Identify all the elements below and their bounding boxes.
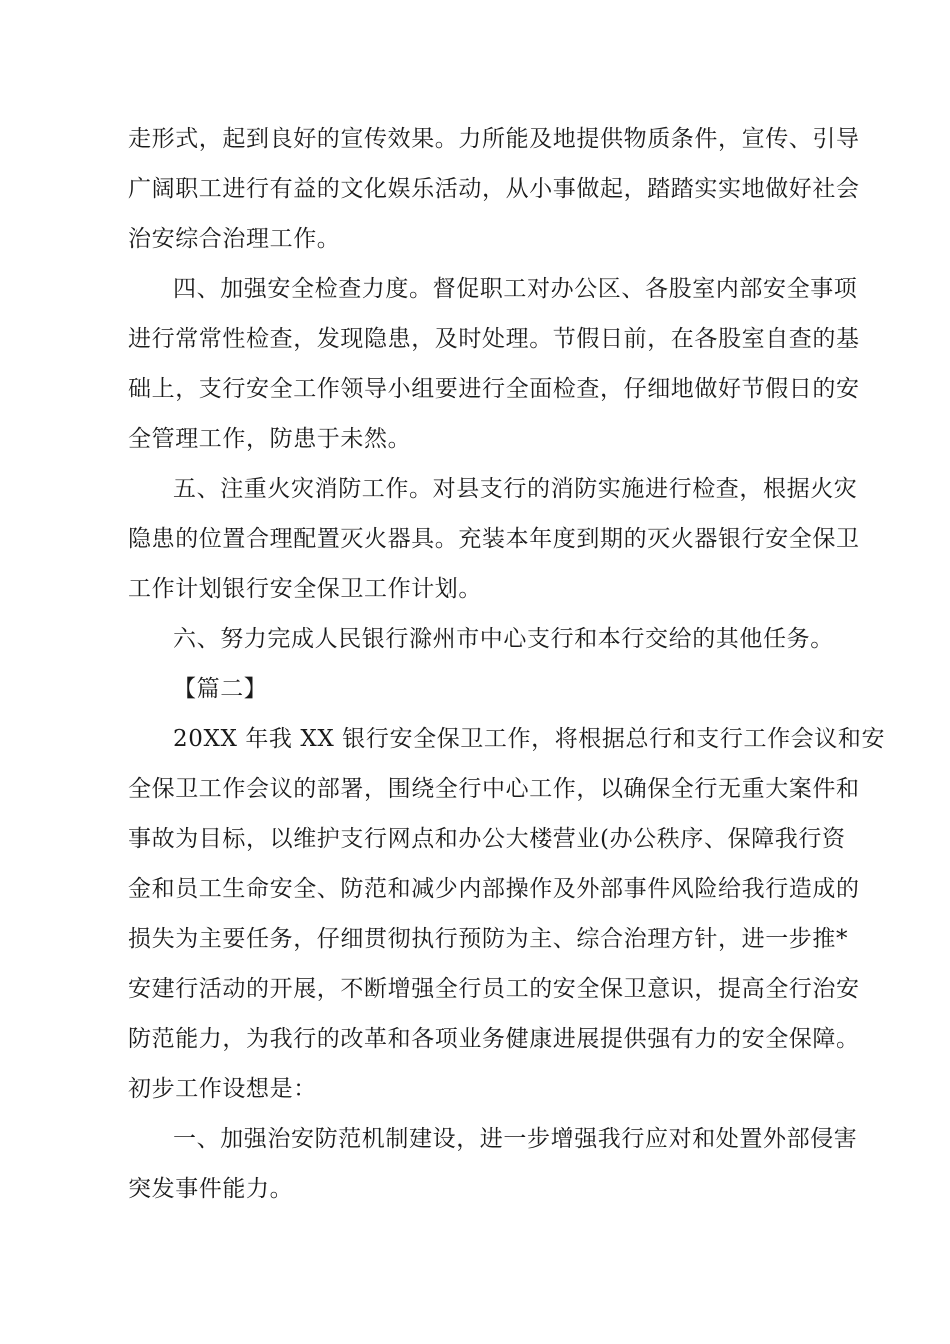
paragraph-line: 走形式，起到良好的宣传效果。力所能及地提供物质条件，宣传、引导 [128, 126, 860, 152]
paragraph-line: 广阔职工进行有益的文化娱乐活动，从小事做起，踏踏实实地做好社会 [128, 176, 860, 202]
paragraph-line: 四、加强安全检查力度。督促职工对办公区、各股室内部安全事项 [173, 276, 858, 302]
paragraph-line: 初步工作设想是： [128, 1076, 317, 1102]
paragraph-line: 损失为主要任务，仔细贯彻执行预防为主、综合治理方针，进一步推* [128, 926, 849, 952]
paragraph-line: 20XX 年我 XX 银行安全保卫工作，将根据总行和支行工作会议和安 [173, 726, 886, 752]
paragraph-line: 治安综合治理工作。 [128, 226, 341, 252]
paragraph-line: 五、注重火灾消防工作。对县支行的消防实施进行检查，根据火灾 [173, 476, 858, 502]
paragraph-line: 事故为目标，以维护支行网点和办公大楼营业(办公秩序、保障我行资 [128, 826, 846, 852]
paragraph-line: 全保卫工作会议的部署，围绕全行中心工作，以确保全行无重大案件和 [128, 776, 860, 802]
paragraph-line: 础上，支行安全工作领导小组要进行全面检查，仔细地做好节假日的安 [128, 376, 860, 402]
paragraph-line: 工作计划银行安全保卫工作计划。 [128, 576, 482, 602]
paragraph-line: 金和员工生命安全、防范和减少内部操作及外部事件风险给我行造成的 [128, 876, 860, 902]
paragraph-line: 一、加强治安防范机制建设，进一步增强我行应对和处置外部侵害 [173, 1126, 858, 1152]
paragraph-line: 六、努力完成人民银行滁州市中心支行和本行交给的其他任务。 [173, 626, 834, 652]
paragraph-line: 全管理工作，防患于未然。 [128, 426, 412, 452]
paragraph-line: 隐患的位置合理配置灭火器具。充装本年度到期的灭火器银行安全保卫 [128, 526, 860, 552]
paragraph-line: 安建行活动的开展，不断增强全行员工的安全保卫意识，提高全行治安 [128, 976, 860, 1002]
section-heading: 【篇二】 [173, 676, 268, 702]
paragraph-line: 防范能力，为我行的改革和各项业务健康进展提供强有力的安全保障。 [128, 1026, 860, 1052]
paragraph-line: 进行常常性检查，发现隐患，及时处理。节假日前，在各股室自查的基 [128, 326, 860, 352]
paragraph-line: 突发事件能力。 [128, 1176, 294, 1202]
